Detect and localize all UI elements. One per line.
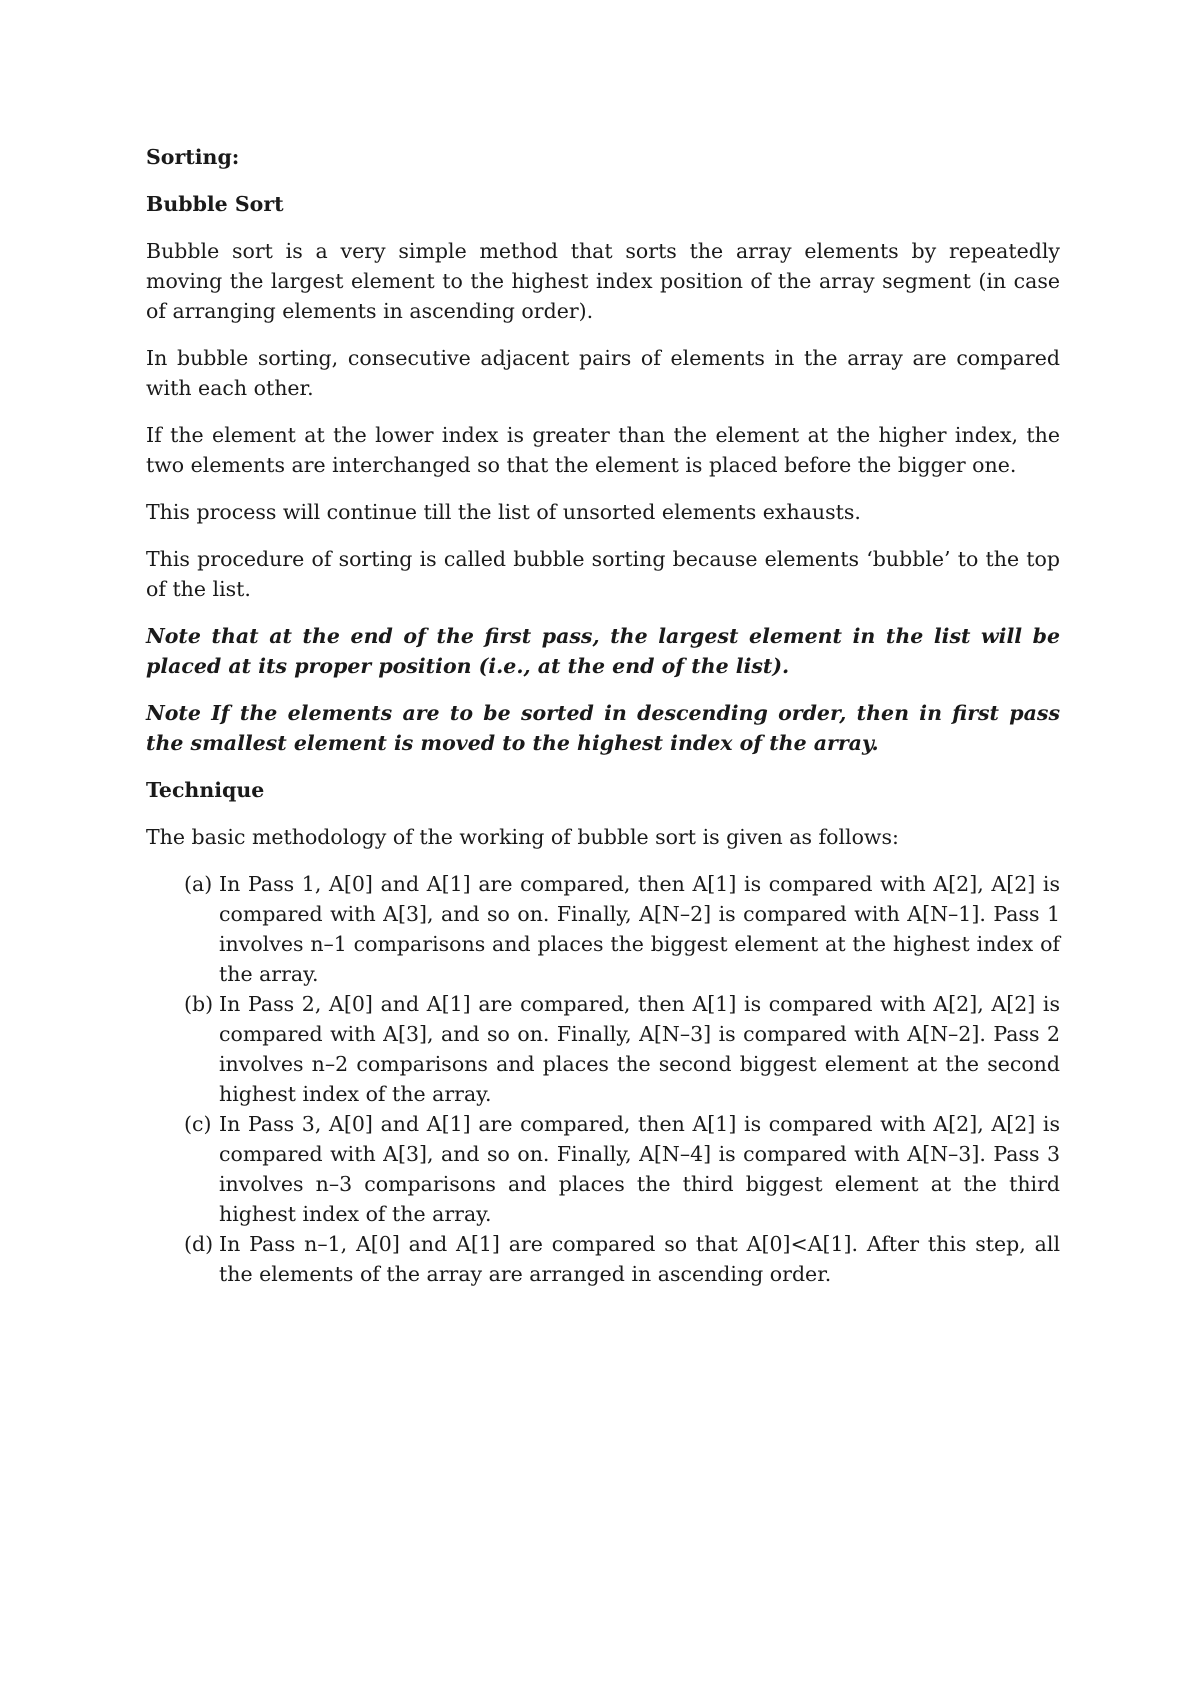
list-item — [184, 869, 1060, 989]
section-heading-bubble-sort: Bubble Sort — [146, 192, 284, 216]
list-item-text: In Pass 1, A[0] and A[1] are compared, then A[1] is compared with A[2], A[2] is compared with A[3], and so on. Finally, A[N–2] is compared with A[N–1]. Pass 1 involves n–1 comparisons and places the biggest element at the highest index of the array. — [219, 872, 1060, 986]
paragraph-name-origin: This procedure of sorting is called bubble sorting because elements ‘bubble’ to the top of the list. — [146, 547, 1060, 601]
list-marker: (d) — [184, 1232, 214, 1256]
paragraph-continue: This process will continue till the list of unsorted elements exhausts. — [146, 500, 861, 524]
list-marker: (a) — [184, 872, 213, 896]
section-heading-technique: Technique — [146, 778, 265, 802]
paragraph-definition: Bubble sort is a very simple method that sorts the array elements by repeatedly moving the largest element to the highest index position of the array segment (in case of arranging elements in ascending order). — [146, 239, 1060, 323]
list-item-text: In Pass 3, A[0] and A[1] are compared, then A[1] is compared with A[2], A[2] is compared with A[3], and so on. Finally, A[N–4] is compared with A[N–3]. Pass 3 involves n–3 comparisons and places the third biggest element at the third highest index of the array. — [219, 1112, 1060, 1226]
list-item — [184, 1229, 1060, 1289]
pass-list — [146, 869, 1060, 1289]
list-item-text: In Pass 2, A[0] and A[1] are compared, then A[1] is compared with A[2], A[2] is compared with A[3], and so on. Finally, A[N–3] is compared with A[N–2]. Pass 2 involves n–2 comparisons and places the second biggest element at the second highest index of the array. — [219, 992, 1060, 1106]
document-title: Sorting: — [146, 145, 240, 169]
paragraph-adjacent-pairs: In bubble sorting, consecutive adjacent pairs of elements in the array are compared with each other. — [146, 346, 1060, 400]
note-first-pass: Note that at the end of the first pass, the largest element in the list will be placed at its proper position (i.e., at the end of the list). — [146, 624, 1060, 678]
document-page — [146, 142, 1060, 1289]
list-item — [184, 1109, 1060, 1229]
list-marker: (c) — [184, 1112, 212, 1136]
list-marker: (b) — [184, 992, 214, 1016]
paragraph-interchange: If the element at the lower index is greater than the element at the higher index, the two elements are interchanged so that the element is placed before the bigger one. — [146, 423, 1060, 477]
technique-intro: The basic methodology of the working of bubble sort is given as follows: — [146, 825, 899, 849]
list-item — [184, 989, 1060, 1109]
note-descending: Note If the elements are to be sorted in descending order, then in first pass the smallest element is moved to the highest index of the array. — [146, 701, 1060, 755]
list-item-text: In Pass n–1, A[0] and A[1] are compared so that A[0]<A[1]. After this step, all the elements of the array are arranged in ascending order. — [219, 1232, 1060, 1286]
